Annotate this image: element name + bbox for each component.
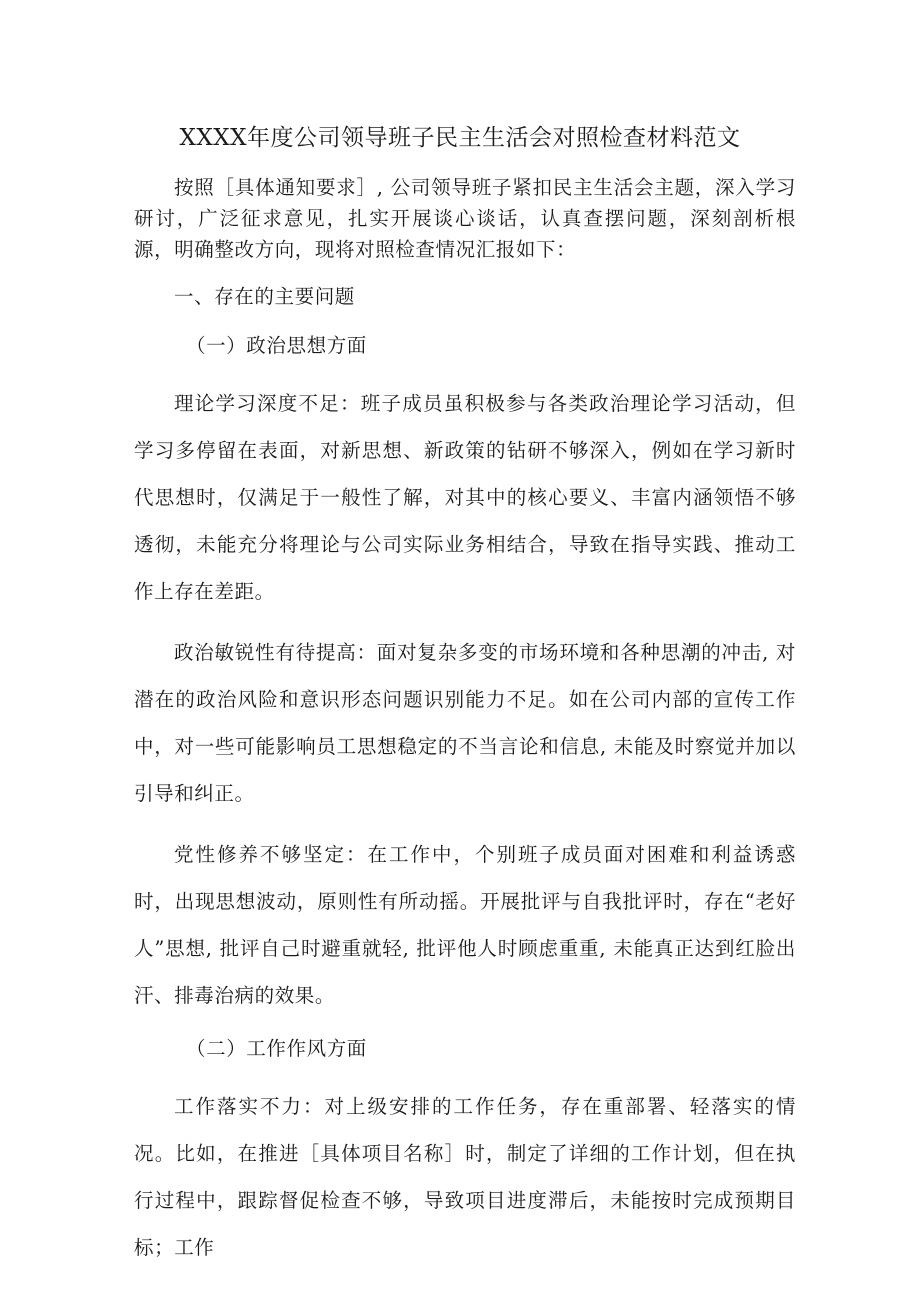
section-heading: 一、存在的主要问题	[174, 285, 355, 308]
intro-paragraph: 按照［具体通知要求］, 公司领导班子紧扣民主生活会主题，深入学习研讨，广泛征求意见，扎实开展谈心谈话，认真查摆问题，深刻剖析根源，明确整改方向，现将对照检查情况汇报如下：	[134, 176, 796, 261]
paragraph-political-sensitivity: 政治敏锐性有待提高：面对复杂多变的市场环境和各种思潮的冲击, 对潜在的政治风险和意识形态问题识别能力不足。如在公司内部的宣传工作中，对一些可能影响员工思想稳定的不当言论和信息, 未能及时察觉并加以引导和纠正。	[134, 641, 796, 805]
paragraph-work-implementation: 工作落实不力：对上级安排的工作任务，存在重部署、轻落实的情况。比如，在推进［具体项目名称］时，制定了详细的工作计划，但在执行过程中，跟踪督促检查不够，导致项目进度滞后，未能按时完成预期目标；工作	[134, 1095, 796, 1259]
paragraph-party-spirit: 党性修养不够坚定：在工作中，个别班子成员面对困难和利益诱惑时，出现思想波动，原则性有所动摇。开展批评与自我批评时，存在“老好人”思想, 批评自己时避重就轻, 批评他人时顾虑重重, 未能真正达到红脸出汗、排毒治病的效果。	[134, 843, 796, 1007]
document-title: XXXX年度公司领导班子民主生活会对照检查材料范文	[179, 125, 741, 151]
paragraph-theory-study: 理论学习深度不足：班子成员虽积极参与各类政治理论学习活动，但学习多停留在表面，对新思想、新政策的钻研不够深入，例如在学习新时代思想时，仅满足于一般性了解，对其中的核心要义、丰富内涵领悟不够透彻，未能充分将理论与公司实际业务相结合，导致在指导实践、推动工作上存在差距。	[134, 392, 796, 603]
subsection-heading-work-style: （二）工作作风方面	[186, 1037, 367, 1060]
document-body	[134, 172, 796, 1285]
subsection-heading-political: （一）政治思想方面	[186, 334, 367, 357]
